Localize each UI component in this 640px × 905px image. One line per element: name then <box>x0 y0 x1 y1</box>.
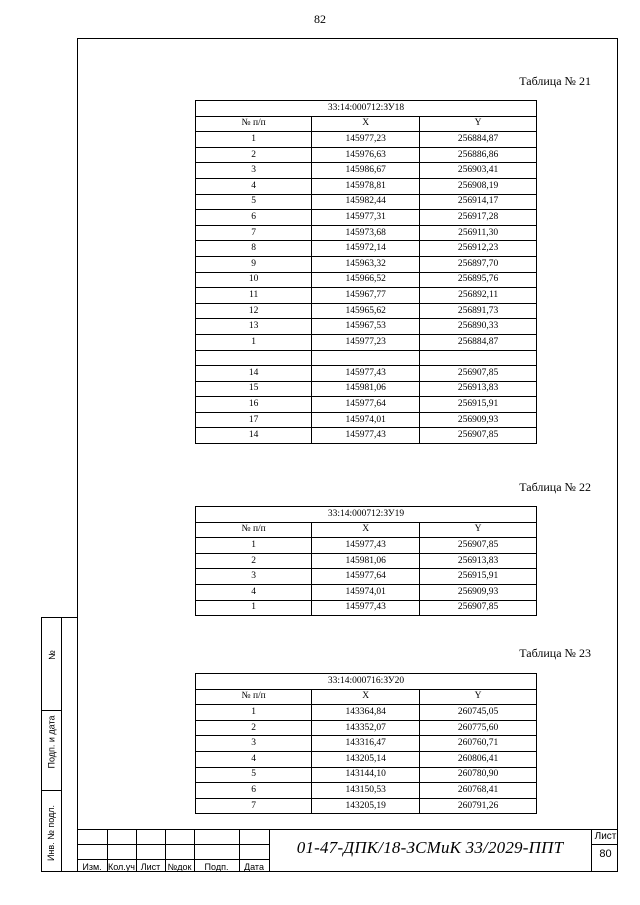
header-row <box>196 689 537 705</box>
coord-x: 145981,06 <box>312 381 420 397</box>
coordinates-table-22 <box>195 506 537 616</box>
point-number: 2 <box>196 720 312 736</box>
table-row <box>196 194 537 210</box>
coordinates-table-21 <box>195 100 537 444</box>
table-row <box>196 334 537 350</box>
coord-x: 145967,53 <box>312 319 420 335</box>
coord-y: 256884,87 <box>420 132 537 148</box>
point-number: 1 <box>196 538 312 554</box>
coord-y: 260760,71 <box>420 736 537 752</box>
coord-y: 256907,85 <box>420 600 537 616</box>
stamp-header-change: Изм. <box>82 862 102 872</box>
point-number: 1 <box>196 132 312 148</box>
point-number: 17 <box>196 412 312 428</box>
table-row <box>196 798 537 814</box>
parcel-id: 33:14:000712:ЗУ19 <box>196 507 537 523</box>
coord-x: 143205,14 <box>312 751 420 767</box>
coord-y: 256897,70 <box>420 256 537 272</box>
side-strip <box>41 617 77 872</box>
point-number: 5 <box>196 767 312 783</box>
coord-x: 143144,10 <box>312 767 420 783</box>
coord-x: 145976,63 <box>312 147 420 163</box>
table-21-caption: Таблица № 21 <box>519 74 591 88</box>
coord-y: 256903,41 <box>420 163 537 179</box>
coord-x: 143352,07 <box>312 720 420 736</box>
coord-y: 260768,41 <box>420 783 537 799</box>
point-number: 6 <box>196 783 312 799</box>
point-number: 14 <box>196 428 312 444</box>
sheet-number: 80 <box>599 848 612 860</box>
table-row <box>196 319 537 335</box>
side-label-inventory: Инв. № подл. <box>46 804 57 861</box>
table-row <box>196 132 537 148</box>
column-header: Y <box>420 689 537 705</box>
coord-x: 145977,43 <box>312 428 420 444</box>
table-row <box>196 569 537 585</box>
table-row <box>196 256 537 272</box>
table-row <box>196 178 537 194</box>
point-number: 4 <box>196 178 312 194</box>
coord-x: 145982,44 <box>312 194 420 210</box>
column-header: № п/п <box>196 689 312 705</box>
coord-x: 145977,43 <box>312 600 420 616</box>
point-number: 6 <box>196 210 312 226</box>
point-number: 3 <box>196 736 312 752</box>
coord-x: 145963,32 <box>312 256 420 272</box>
coord-y <box>420 350 537 366</box>
stamp-header-count: Кол.уч <box>108 862 135 872</box>
table-row <box>196 163 537 179</box>
coord-x: 145965,62 <box>312 303 420 319</box>
coord-x: 145977,31 <box>312 210 420 226</box>
column-header: № п/п <box>196 116 312 132</box>
point-number: 9 <box>196 256 312 272</box>
title-block <box>77 829 618 872</box>
point-number: 1 <box>196 334 312 350</box>
sheet-label: Лист <box>594 831 617 842</box>
header-row <box>196 116 537 132</box>
table-22-caption: Таблица № 22 <box>519 480 591 494</box>
parcel-id: 33:14:000712:ЗУ18 <box>196 101 537 117</box>
table-row <box>196 767 537 783</box>
coord-x: 143205,19 <box>312 798 420 814</box>
document-code: 01-47-ДПК/18-ЗСМиК 33/2029-ППТ <box>296 838 564 857</box>
coord-y: 256907,85 <box>420 428 537 444</box>
coord-x: 145977,23 <box>312 334 420 350</box>
coordinates-table-23 <box>195 673 537 814</box>
coord-y: 256907,85 <box>420 366 537 382</box>
coord-y: 256886,86 <box>420 147 537 163</box>
coord-y: 256884,87 <box>420 334 537 350</box>
table-row <box>196 412 537 428</box>
stamp-header-date: Дата <box>244 862 264 872</box>
coord-y: 256915,91 <box>420 397 537 413</box>
stamp-header-docno: №док <box>167 862 192 872</box>
side-label-number: № <box>46 650 57 660</box>
table-row <box>196 366 537 382</box>
coord-y: 256908,19 <box>420 178 537 194</box>
stamp-header-signature: Подп. <box>204 862 229 872</box>
table-row <box>196 381 537 397</box>
table-row <box>196 210 537 226</box>
point-number: 1 <box>196 705 312 721</box>
point-number: 15 <box>196 381 312 397</box>
table-row <box>196 751 537 767</box>
point-number: 8 <box>196 241 312 257</box>
point-number: 2 <box>196 147 312 163</box>
coord-y: 256895,76 <box>420 272 537 288</box>
coord-y: 260806,41 <box>420 751 537 767</box>
table-row <box>196 600 537 616</box>
column-header: Y <box>420 522 537 538</box>
coord-y: 256913,83 <box>420 381 537 397</box>
coord-y: 256907,85 <box>420 538 537 554</box>
coord-y: 260791,26 <box>420 798 537 814</box>
point-number: 4 <box>196 584 312 600</box>
table-row <box>196 705 537 721</box>
stamp-hline <box>591 844 618 845</box>
point-number: 3 <box>196 163 312 179</box>
coord-x: 145977,43 <box>312 366 420 382</box>
column-header: № п/п <box>196 522 312 538</box>
table-row <box>196 241 537 257</box>
point-number <box>196 350 312 366</box>
point-number: 2 <box>196 553 312 569</box>
coord-y: 260775,60 <box>420 720 537 736</box>
column-header: X <box>312 689 420 705</box>
table-row <box>196 736 537 752</box>
stamp-hline <box>77 859 269 860</box>
parcel-row <box>196 674 537 690</box>
point-number: 1 <box>196 600 312 616</box>
table-row <box>196 272 537 288</box>
point-number: 3 <box>196 569 312 585</box>
table-row <box>196 147 537 163</box>
column-header: X <box>312 522 420 538</box>
table-23-caption: Таблица № 23 <box>519 646 591 660</box>
table-row <box>196 350 537 366</box>
point-number: 11 <box>196 288 312 304</box>
point-number: 13 <box>196 319 312 335</box>
coord-y: 260780,90 <box>420 767 537 783</box>
coord-x: 143316,47 <box>312 736 420 752</box>
coord-y: 256892,11 <box>420 288 537 304</box>
point-number: 7 <box>196 225 312 241</box>
table-row <box>196 225 537 241</box>
column-header: X <box>312 116 420 132</box>
coord-x: 145981,06 <box>312 553 420 569</box>
coord-y: 256890,33 <box>420 319 537 335</box>
coord-x: 145966,52 <box>312 272 420 288</box>
table-row <box>196 538 537 554</box>
coord-y: 256915,91 <box>420 569 537 585</box>
column-header: Y <box>420 116 537 132</box>
coord-x <box>312 350 420 366</box>
coord-y: 256914,17 <box>420 194 537 210</box>
parcel-id: 33:14:000716:ЗУ20 <box>196 674 537 690</box>
coord-y: 256911,30 <box>420 225 537 241</box>
table-row <box>196 720 537 736</box>
coord-x: 143150,53 <box>312 783 420 799</box>
page-number: 82 <box>314 12 326 26</box>
coord-x: 145974,01 <box>312 584 420 600</box>
coord-y: 256909,93 <box>420 412 537 428</box>
coord-x: 145973,68 <box>312 225 420 241</box>
coord-y: 256912,23 <box>420 241 537 257</box>
table-row <box>196 553 537 569</box>
point-number: 12 <box>196 303 312 319</box>
parcel-row <box>196 507 537 523</box>
coord-x: 143364,84 <box>312 705 420 721</box>
stamp-hline <box>77 844 269 845</box>
point-number: 5 <box>196 194 312 210</box>
coord-y: 256909,93 <box>420 584 537 600</box>
coord-x: 145974,01 <box>312 412 420 428</box>
table-row <box>196 584 537 600</box>
table-row <box>196 397 537 413</box>
stamp-vline <box>591 830 592 872</box>
coord-y: 256913,83 <box>420 553 537 569</box>
coord-x: 145972,14 <box>312 241 420 257</box>
coord-x: 145986,67 <box>312 163 420 179</box>
parcel-row <box>196 101 537 117</box>
table-row <box>196 783 537 799</box>
coord-x: 145977,64 <box>312 569 420 585</box>
table-row <box>196 303 537 319</box>
stamp-header-sheet: Лист <box>140 862 161 872</box>
coord-x: 145977,23 <box>312 132 420 148</box>
point-number: 16 <box>196 397 312 413</box>
coord-y: 256891,73 <box>420 303 537 319</box>
point-number: 7 <box>196 798 312 814</box>
point-number: 4 <box>196 751 312 767</box>
coord-x: 145967,77 <box>312 288 420 304</box>
point-number: 14 <box>196 366 312 382</box>
side-label-signature: Подп. и дата <box>46 715 57 769</box>
coord-y: 260745,05 <box>420 705 537 721</box>
header-row <box>196 522 537 538</box>
coord-x: 145977,43 <box>312 538 420 554</box>
table-row <box>196 288 537 304</box>
coord-x: 145978,81 <box>312 178 420 194</box>
coord-y: 256917,28 <box>420 210 537 226</box>
table-row <box>196 428 537 444</box>
side-strip-divider <box>61 618 62 871</box>
point-number: 10 <box>196 272 312 288</box>
coord-x: 145977,64 <box>312 397 420 413</box>
